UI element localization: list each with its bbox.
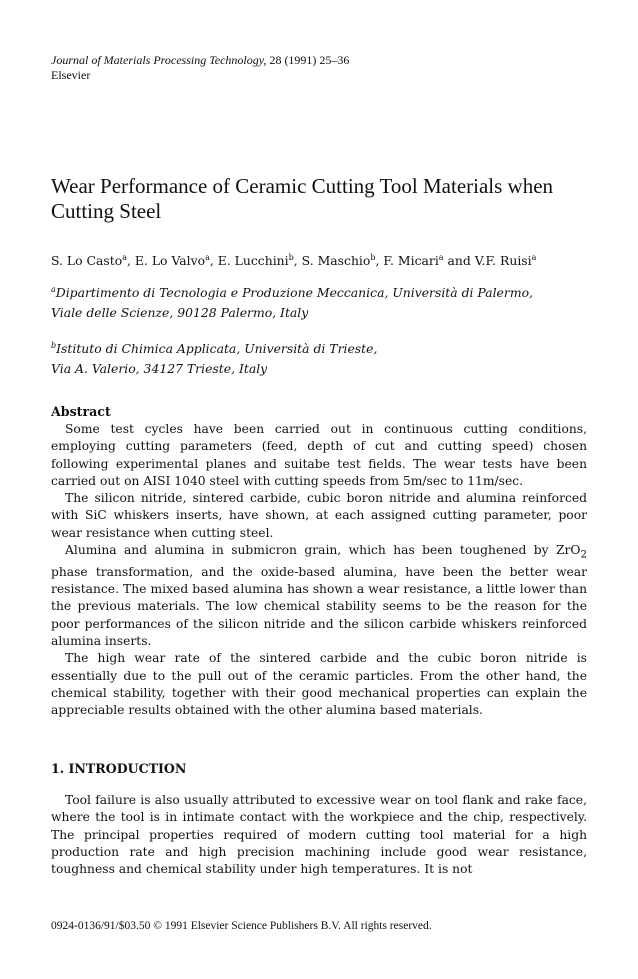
chemical-formula: ZrO <box>555 543 581 558</box>
affiliation-b <box>51 336 596 379</box>
affiliation-line: Viale delle Scienze, 90128 Palermo, Italy <box>51 305 309 321</box>
abstract-paragraph <box>51 542 587 650</box>
author-affiliation-mark: a <box>122 253 127 262</box>
author-affiliation-mark: b <box>288 253 294 262</box>
affiliation-a <box>51 280 596 323</box>
author-list <box>51 250 596 269</box>
affiliation-line: Dipartimento di Tecnologia e Produzione Meccanica, Università di Palermo, <box>55 285 533 301</box>
author-separator: , <box>375 253 384 269</box>
abstract-heading: Abstract <box>51 404 111 419</box>
paper-title: Wear Performance of Ceramic Cutting Tool Materials when Cutting Steel <box>51 174 554 223</box>
abstract-text: Alumina and alumina in submicron grain, which has been toughened by <box>65 543 556 558</box>
journal-publisher: Elsevier <box>51 68 91 82</box>
body-paragraph: Tool failure is also usually attributed to excessive wear on tool flank and rake face, where the tool is in intimate contact with the workpiece and the chip, respectively. The principal properties required of modern cutting tool material for a high production rate and high precision machining include good wear resistance, toughness and chemical stability under high temperatures. It is not <box>51 793 587 877</box>
formula-subscript: 2 <box>580 548 587 561</box>
author-affiliation-mark: a <box>438 253 444 262</box>
abstract-text: phase transformation, and the oxide-based alumina, have been the better wear resistance. The mixed based alumina has shown a wear resistance, a little lower than the previous materials. The low chemical stability seems to be the reason for the poor performances of the silicon nitride and the silicon carbide whiskers reinforced alumina inserts. <box>51 564 587 649</box>
author-separator: , <box>209 253 218 269</box>
journal-header <box>51 53 571 83</box>
affiliation-mark: a <box>51 285 56 294</box>
abstract-section <box>51 403 587 720</box>
affiliation-mark: b <box>51 341 57 350</box>
author: E. Lucchini <box>217 253 289 269</box>
journal-name: Journal of Materials Processing Technology, <box>51 53 267 67</box>
author: S. Maschio <box>301 253 371 269</box>
author-separator: , <box>293 253 302 269</box>
copyright-footer: 0924-0136/91/$03.50 © 1991 Elsevier Science Publishers B.V. All rights reserved. <box>51 920 432 932</box>
introduction-body <box>51 792 587 878</box>
abstract-paragraph: The silicon nitride, sintered carbide, cubic boron nitride and alumina reinforced with SiC whiskers inserts, have shown, at each assigned cutting parameter, poor wear resistance when cutting steel. <box>51 491 587 540</box>
author-affiliation-mark: a <box>205 253 210 262</box>
author-separator: , <box>127 253 135 269</box>
abstract-paragraph: Some test cycles have been carried out in continuous cutting conditions, employing cutting parameters (feed, depth of cut and cutting speed) chosen following experimental planes and suitabe test fields. The wear tests have been carried out on AISI 1040 steel with cutting speeds from 5m/sec to 11m/sec. <box>51 422 587 488</box>
journal-volume-pages: 28 (1991) 25–36 <box>266 53 350 67</box>
abstract-paragraph: The high wear rate of the sintered carbide and the cubic boron nitride is essentially due to the pull out of the ceramic particles. From the other hand, the chemical stability, together with their good mechanical properties can explain the appreciable results obtained with the other alumina based materials. <box>51 651 587 718</box>
author-affiliation-mark: a <box>531 253 537 262</box>
author: E. Lo Valvo <box>134 253 206 269</box>
section-heading-introduction: 1. INTRODUCTION <box>51 761 187 776</box>
author: V.F. Ruisi <box>474 253 532 269</box>
author-affiliation-mark: b <box>370 253 376 262</box>
affiliation-line: Via A. Valerio, 34127 Trieste, Italy <box>51 361 268 377</box>
author-separator: and <box>443 253 475 269</box>
abstract-body <box>51 421 587 720</box>
author: S. Lo Casto <box>51 253 123 269</box>
affiliation-line: Istituto di Chimica Applicata, Università di Trieste, <box>56 341 378 357</box>
author: F. Micari <box>383 253 439 269</box>
